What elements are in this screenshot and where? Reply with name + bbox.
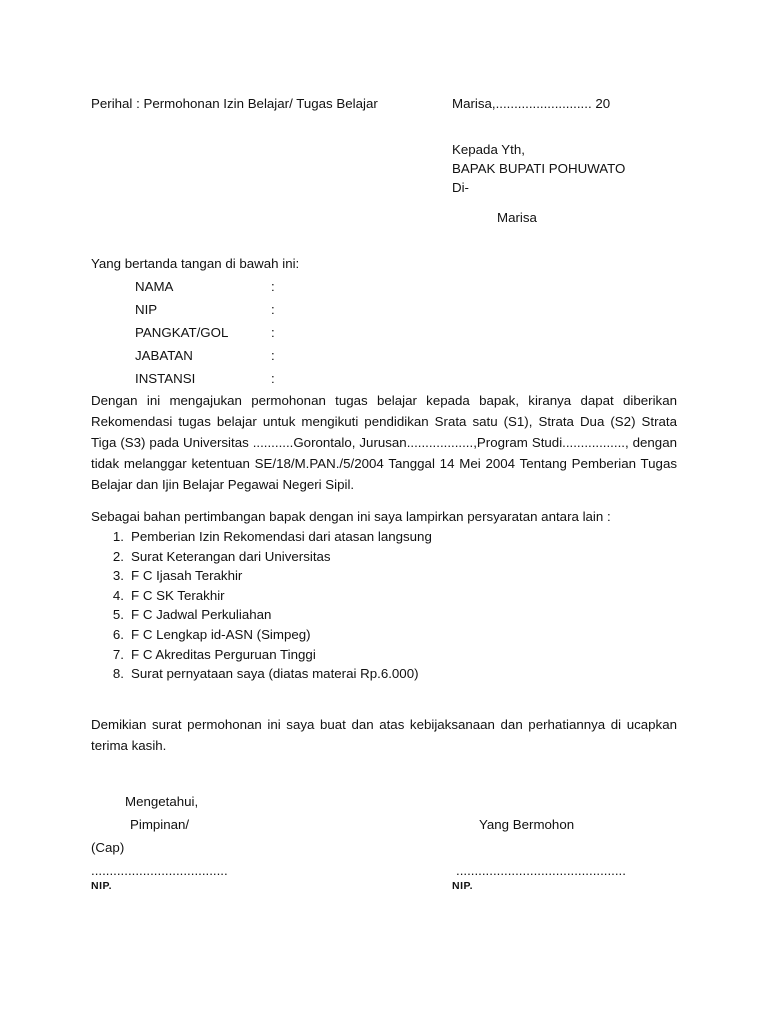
- leader-label: Pimpinan/: [130, 817, 190, 832]
- field-label: JABATAN: [135, 348, 193, 363]
- left-nip: NIP.: [91, 880, 113, 892]
- field-colon: :: [271, 302, 275, 317]
- field-label: PANGKAT/GOL: [135, 325, 229, 340]
- acknowledged-label: Mengetahui,: [125, 794, 199, 809]
- subject-line: Perihal : Permohonan Izin Belajar/ Tugas Belajar: [91, 96, 378, 111]
- list-item-number: 4.: [112, 587, 124, 603]
- place-date: Marisa,.......................... 20: [452, 96, 611, 111]
- list-item-number: 7.: [112, 646, 124, 662]
- right-signature-line: ..............................................: [456, 863, 626, 878]
- list-item-number: 8.: [112, 666, 124, 682]
- closing-paragraph: Demikian surat permohonan ini saya buat dan atas kebijaksanaan dan perhatiannya di ucapkan terima kasih.: [91, 717, 677, 753]
- field-label: NAMA: [135, 279, 174, 294]
- list-item-text: F C Akreditas Perguruan Tinggi: [131, 646, 316, 662]
- cap-label: (Cap): [91, 840, 125, 855]
- recipient-di: Di-: [452, 180, 469, 195]
- recipient-city: Marisa: [497, 210, 537, 225]
- list-item-number: 3.: [112, 568, 124, 584]
- field-label: INSTANSI: [135, 371, 196, 386]
- list-item-number: 1.: [112, 529, 124, 544]
- list-item-text: F C Lengkap id-ASN (Simpeg): [131, 626, 311, 642]
- field-colon: :: [271, 325, 275, 340]
- intro-text: Yang bertanda tangan di bawah ini:: [91, 256, 300, 271]
- list-item-text: Surat Keterangan dari Universitas: [131, 548, 331, 564]
- list-item-number: 6.: [112, 626, 124, 642]
- list-item-number: 2.: [112, 548, 124, 564]
- list-item-text: Surat pernyataan saya (diatas materai Rp.6.000): [131, 666, 419, 682]
- list-item-number: 5.: [112, 607, 124, 623]
- field-colon: :: [271, 371, 275, 386]
- list-item-text: F C Jadwal Perkuliahan: [131, 607, 272, 623]
- applicant-label: Yang Bermohon: [479, 817, 575, 832]
- right-nip: NIP.: [452, 880, 474, 892]
- list-item-text: Pemberian Izin Rekomendasi dari atasan langsung: [131, 529, 432, 544]
- field-label: NIP: [135, 302, 158, 317]
- body-paragraph: Dengan ini mengajukan permohonan tugas belajar kepada bapak, kiranya dapat diberikan Rekomendasi tugas belajar untuk mengikuti pendidikan Srata satu (S1), Strata Dua (S2) Strata Tiga (S3) pada Universitas ...........Gorontalo, Jurusan..................,Program Studi................., dengan tidak melanggar ketentuan SE/18/M.PAN./5/2004 Tanggal 14 Mei 2004 Tentang Pemberian Tugas Belajar dan Ijin Belajar Pegawai Negeri Sipil.: [91, 393, 677, 492]
- attachments-intro: Sebagai bahan pertimbangan bapak dengan ini saya lampirkan persyaratan antara lain :: [91, 509, 611, 524]
- field-colon: :: [271, 279, 275, 294]
- list-item-text: F C SK Terakhir: [131, 587, 225, 603]
- left-signature-line: .....................................: [91, 863, 228, 878]
- list-item-text: F C Ijasah Terakhir: [131, 568, 243, 584]
- field-colon: :: [271, 348, 275, 363]
- recipient-greeting: Kepada Yth,: [452, 142, 525, 157]
- recipient-name: BAPAK BUPATI POHUWATO: [452, 161, 626, 176]
